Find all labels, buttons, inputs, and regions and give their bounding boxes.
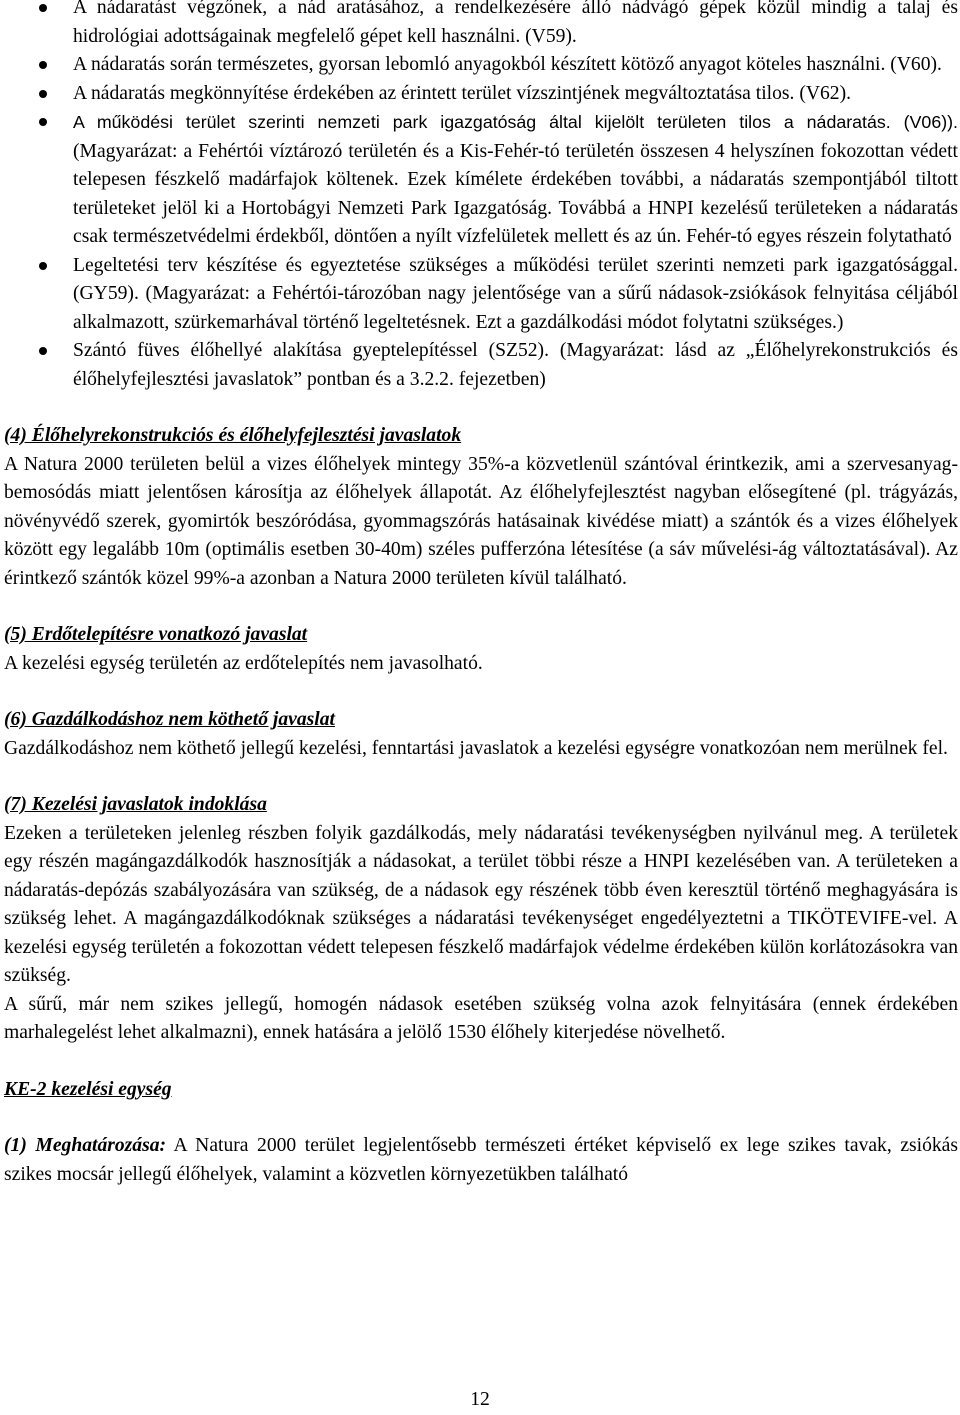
list-item (4, 51, 958, 80)
list-item (4, 252, 958, 338)
list-item (4, 337, 958, 394)
section-heading: (5) Erdőtelepítésre vonatkozó javaslat (4, 624, 308, 645)
section-justification (4, 791, 958, 1048)
section-heading: (4) Élőhelyrekonstrukciós és élőhelyfejlesztési javaslatok (4, 425, 462, 446)
section-body: A sűrű, már nem szikes jellegű, homogén nádasok esetében szükség volna azok felnyitására (ennek érdekében marhalegelést lehet alkalmazni), ennek hatására a jelölő 1530 élőhely kiterjedése növelhető. (4, 993, 958, 1043)
section-body (4, 1132, 958, 1189)
list-item-text: (Magyarázat: a Fehértói víztározó területén és a Kis-Fehér-tó területén összesen 4 helyszínen fokozottan védett telepesen fészkelő madárfajok költenek. (73, 140, 958, 190)
section-body: Gazdálkodáshoz nem köthető jellegű kezelési, fenntartási javaslatok a kezelési egységre vonatkozóan nem merülnek fel. (4, 737, 948, 759)
document-page (4, 0, 958, 1189)
bullet-icon (39, 262, 47, 270)
section-ke2 (4, 1076, 958, 1105)
definition-label: (1) Meghatározása: (4, 1135, 167, 1156)
bullet-icon (39, 61, 47, 69)
list-item-text: Legeltetési terv készítése és egyeztetése szükséges a működési terület szerinti nemzeti park igazgatósággal. (GY59). (Magyarázat: a Fehértói-tározóban nagy jelentősége van a sűrű nádasok-zsiókások felnyitása céljából alkalmazott, szürkemarhával történő legeltetésnek. Ezt a gazdálkodási módot folytatni szükséges.) (73, 254, 958, 333)
list-item-text: A működési terület szerinti nemzeti park igazgatóság által kijelölt területen tilos a nádaratás. (V06)). (73, 112, 958, 132)
definition-text: A Natura 2000 terület legjelentősebb természeti értéket képviselő ex lege szikes tavak, zsiókás szikes mocsár jellegű élőhelyek, valamint a közvetlen környezetükben található (4, 1135, 958, 1185)
list-item-text: A nádaratás során természetes, gyorsan lebomló anyagokból készített kötöző anyagot köteles használni. (V60). (73, 54, 942, 75)
section-heading: (7) Kezelési javaslatok indoklása (4, 794, 267, 815)
section-habitat-reconstruction (4, 422, 958, 593)
section-body: Ezeken a területeken jelenleg részben folyik gazdálkodás, mely nádaratási tevékenységben nyilvánul meg. A területek egy részén magángazdálkodók hasznosítják a nádasokat, a terület többi része a HNPI kezelésében van. A területeken a nádaratás-depózás szabályozására van szükség, de a nádasok egy részének több éven keresztül történő meghagyására is szükség lehet. A magángazdálkodóknak szükséges a nádaratási tevékenységet engedélyeztetni a TIKÖTEVIFE-vel. A kezelési egység területén a fokozottan védett telepesen fészkelő madárfajok védelme érdekében külön korlátozásokra van szükség. (4, 822, 958, 986)
list-item (4, 108, 958, 252)
unit-heading: KE-2 kezelési egység (4, 1078, 172, 1100)
bullet-icon (39, 347, 47, 355)
section-afforestation (4, 621, 958, 678)
page-number: 12 (470, 1389, 490, 1410)
list-item-text: Ezek kímélete érdekében további, a nádaratás szempontjából tiltott területeket jelöl ki a Hortobágyi Nemzeti Park Igazgatóság. Továbbá a HNPI kezelésű területeken a nádaratás csak természetvédelmi érdekből, döntően a nyílt vízfelületek mellett és az ún. Fehér-tó egyes részein folytatható (73, 169, 958, 247)
list-item-text: A nádaratást végzőnek, a nád aratásához, a rendelkezésére álló nádvágó gépek közül mindig a talaj és hidrológiai adottságainak megfelelő gépet kell használni. (V59). (73, 0, 958, 47)
list-item (4, 80, 958, 109)
bullet-icon (39, 118, 47, 126)
list-item-text: A nádaratás megkönnyítése érdekében az érintett terület vízszintjének megváltoztatása tilos. (V62). (73, 82, 852, 104)
section-body: A Natura 2000 területen belül a vizes élőhelyek mintegy 35%-a közvetlenül szántóval érintkezik, ami a szervesanyag-bemosódás miatt jelentősen károsítja az élőhelyek állapotát. Az élőhelyfejlesztést nagyban elősegítené (pl. trágyázás, növényvédő szerek, gyomirtók beszóródása, gyommagszórás hatásainak kivédése miatt) a szántók és a vizes élőhelyek között egy legalább 10m (optimális esetben 30-40m) széles pufferzóna létesítése (a sáv művelési-ág változtatásával). Az érintkező szántók közel 99%-a azonban a Natura 2000 területen kívül található. (4, 453, 958, 589)
list-item-text: Szántó füves élőhellyé alakítása gyeptelepítéssel (SZ52). (Magyarázat: lásd az „Élőhelyrekonstrukciós és élőhelyfejlesztési javaslatok” pontban és a 3.2.2. fejezetben) (73, 340, 958, 390)
measure-list (4, 0, 958, 394)
section-definition (4, 1132, 958, 1189)
list-item (4, 0, 958, 51)
section-body: A kezelési egység területén az erdőtelepítés nem javasolható. (4, 652, 483, 674)
bullet-icon (39, 4, 47, 12)
section-non-farming (4, 706, 958, 763)
bullet-icon (39, 90, 47, 98)
section-heading: (6) Gazdálkodáshoz nem köthető javaslat (4, 709, 335, 730)
